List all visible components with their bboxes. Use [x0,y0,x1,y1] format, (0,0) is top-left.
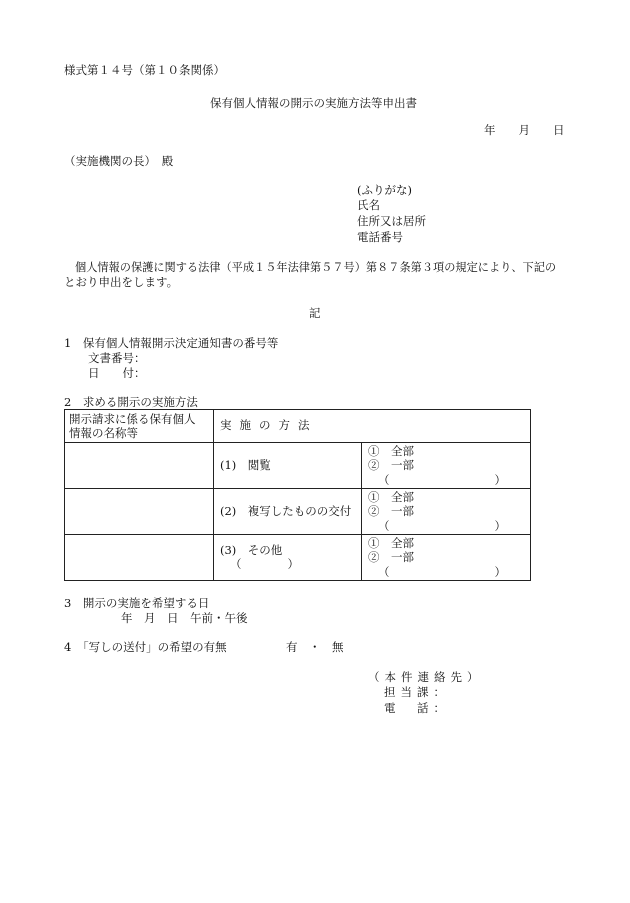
info-name-header [65,410,214,443]
section-3-heading: 3 開示の実施を希望する日 [64,596,210,610]
paren-open: （ [378,472,390,487]
section-2-heading: 2 求める開示の実施方法 [64,395,198,409]
method-label: (3) その他 [220,542,283,557]
info-name-cell [65,443,214,489]
option-all: ① 全部 [368,489,414,504]
paren-close: ） [494,564,506,579]
table-row [65,443,531,489]
disclosure-method-table [64,409,531,581]
section-1-heading: 1 保有個人情報開示決定通知書の番号等 [64,336,279,350]
contact-heading: （本件連絡先） [368,670,484,684]
option-part: ② 一部 [368,504,414,519]
form-number: 様式第１４号（第１０条関係） [64,63,225,77]
section-4-heading: 4 「写しの送付」の希望の有無 [64,640,227,654]
part-detail-parens [368,565,506,580]
part-detail-parens [368,473,506,488]
copy-delivery-choice: 有 ・ 無 [286,640,344,654]
ki-heading: 記 [309,306,321,320]
other-method-parens: （ ） [230,557,299,571]
date-line: 年 月 日 [484,123,565,137]
option-part: ② 一部 [368,458,414,473]
document-title: 保有個人情報の開示の実施方法等申出書 [210,96,417,110]
part-detail-parens [368,519,506,534]
extent-cell [362,489,531,535]
intro-text-line2: とおり申出をします。 [64,275,179,289]
paren-open: （ [378,564,390,579]
paren-close: ） [494,518,506,533]
doc-number-label: 文書番号： [88,351,146,365]
method-header: 実施の方法 [214,410,531,443]
preferred-date-value: 年 月 日 午前・午後 [121,611,248,625]
info-name-cell [65,489,214,535]
name-label: 氏名 [357,198,380,212]
info-name-header-line1: 開示請求に係る保有個人 [69,412,196,426]
table-row [65,535,531,581]
phone-label: 電話番号 [357,230,403,244]
contact-phone-label: 電 話： [384,701,450,715]
addressee: （実施機関の長） 殿 [64,154,174,168]
method-cell [214,489,362,535]
furigana-label: (ふりがな) [357,183,412,197]
method-label: (1) 閲覧 [220,457,271,472]
paren-open: （ [378,518,390,533]
intro-text-line1: 個人情報の保護に関する法律（平成１５年法律第５７号）第８７条第３項の規定により、下記の [75,261,557,274]
info-name-header-line2: 情報の名称等 [69,426,138,440]
table-row [65,489,531,535]
option-part: ② 一部 [368,550,414,565]
option-all: ① 全部 [368,535,414,550]
table-header-row [65,410,531,443]
method-label: (2) 複写したものの交付 [220,503,352,518]
extent-cell [362,443,531,489]
address-label: 住所又は居所 [357,214,426,228]
notice-date-label: 日 付： [88,366,146,380]
info-name-cell [65,535,214,581]
method-cell [214,443,362,489]
paren-close: ） [494,472,506,487]
method-cell [214,535,362,581]
extent-cell [362,535,531,581]
contact-dept-label: 担当課： [384,685,450,699]
option-all: ① 全部 [368,443,414,458]
